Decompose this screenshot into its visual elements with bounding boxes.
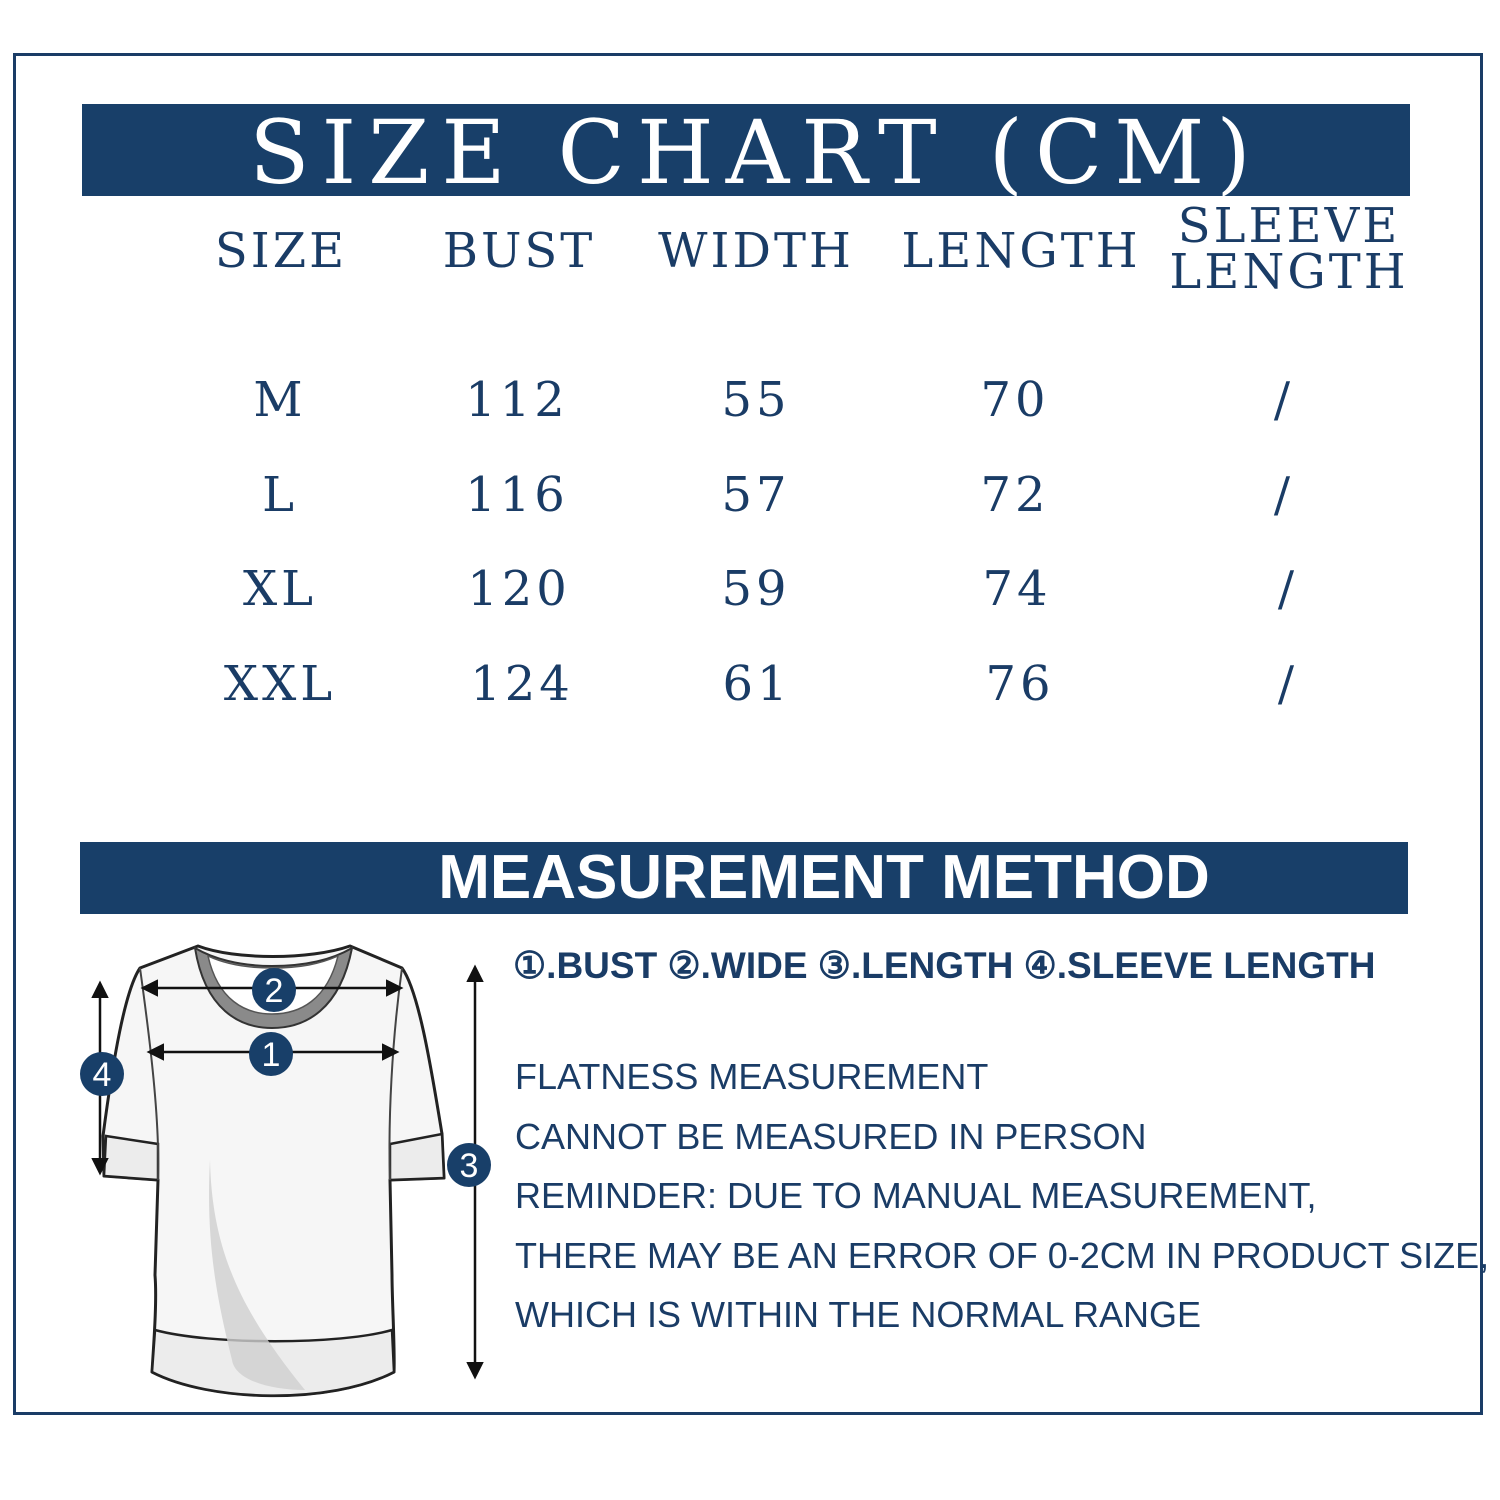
- cell-bust: 116: [465, 467, 569, 523]
- measurement-legend: ①.BUST ②.WIDE ③.LENGTH ④.SLEEVE LENGTH: [513, 945, 1376, 986]
- col-header-sleeve-length: [1169, 198, 1409, 300]
- marker-2-badge: [252, 968, 296, 1012]
- svg-text:4: 4: [92, 1056, 112, 1094]
- cell-size: XL: [242, 561, 318, 617]
- svg-text:2: 2: [264, 972, 284, 1010]
- cell-bust: 120: [467, 561, 571, 617]
- svg-text:1: 1: [261, 1036, 281, 1074]
- cell-length: 70: [980, 372, 1050, 428]
- col-header-size: SIZE: [214, 223, 348, 279]
- cell-sleeve: /: [1277, 561, 1299, 617]
- note-line: REMINDER: DUE TO MANUAL MEASUREMENT,: [515, 1175, 1317, 1216]
- note-line: WHICH IS WITHIN THE NORMAL RANGE: [515, 1294, 1202, 1335]
- cell-sleeve: /: [1277, 656, 1299, 712]
- marker-3-badge: [447, 1143, 491, 1187]
- tshirt-measurement-diagram: [70, 935, 510, 1405]
- col-header-bust: BUST: [442, 223, 596, 279]
- note-line: THERE MAY BE AN ERROR OF 0-2CM IN PRODUCT SIZE,: [515, 1234, 1490, 1276]
- measurement-method-banner: [80, 842, 1408, 914]
- measurement-method-title: MEASUREMENT METHOD: [438, 843, 1210, 912]
- note-line: CANNOT BE MEASURED IN PERSON: [515, 1115, 1147, 1157]
- cell-length: 74: [982, 561, 1052, 617]
- sleeve-header-line2: LENGTH: [1169, 244, 1409, 300]
- note-line: FLATNESS MEASUREMENT: [515, 1056, 989, 1097]
- col-header-width: WIDTH: [658, 223, 854, 279]
- cell-width: 55: [721, 372, 791, 428]
- tshirt-icon: [103, 946, 444, 1396]
- cell-sleeve: /: [1273, 467, 1295, 523]
- cell-sleeve: /: [1273, 372, 1295, 428]
- cell-bust: 112: [465, 372, 569, 428]
- cell-width: 59: [721, 561, 791, 617]
- svg-text:3: 3: [459, 1147, 479, 1185]
- size-chart-title: SIZE CHART (CM): [249, 101, 1263, 204]
- cell-bust: 124: [470, 656, 574, 712]
- marker-1-badge: [249, 1032, 293, 1076]
- cell-length: 76: [985, 656, 1055, 712]
- cell-size: M: [253, 372, 307, 428]
- marker-4-badge: [80, 1052, 124, 1096]
- cell-size: L: [262, 467, 298, 523]
- col-header-length: LENGTH: [901, 223, 1141, 279]
- cell-width: 61: [722, 656, 792, 712]
- cell-width: 57: [721, 467, 791, 523]
- measurement-notes: [515, 1047, 1489, 1345]
- cell-length: 72: [980, 467, 1050, 523]
- cell-size: XXL: [223, 656, 337, 712]
- sleeve-header-line1: SLEEVE: [1177, 198, 1401, 254]
